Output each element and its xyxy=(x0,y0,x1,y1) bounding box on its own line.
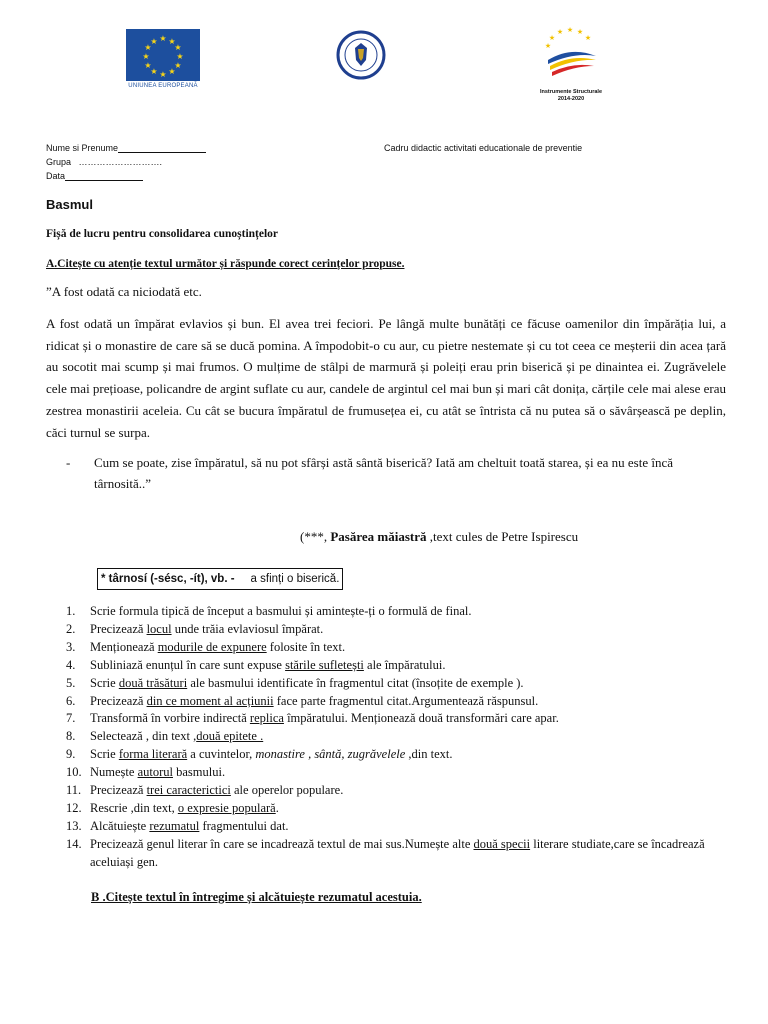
task-item xyxy=(66,657,736,675)
svg-text:★: ★ xyxy=(174,61,182,70)
task-number: 9. xyxy=(66,747,76,762)
task-text: Precizează xyxy=(90,621,147,636)
task-text: Numește xyxy=(90,765,138,780)
government-seal-icon xyxy=(336,30,386,80)
glossary-box xyxy=(97,568,343,590)
task-text: unde trăia evlaviosul împărat. xyxy=(171,621,324,636)
is-caption-line2: 2014-2020 xyxy=(557,96,585,102)
structural-instruments-icon xyxy=(526,26,616,84)
source-citation xyxy=(300,529,578,545)
task-item xyxy=(66,639,736,657)
task-text: Alcătuiește xyxy=(90,818,150,833)
svg-text:★: ★ xyxy=(168,37,176,46)
task-number: 5. xyxy=(66,675,76,690)
task-text: ale basmului identificate în fragmentul citat (însoțite de exemple ). xyxy=(187,675,524,690)
task-item xyxy=(66,764,736,782)
task-text: Precizează xyxy=(90,783,147,798)
task-text: face parte fragmentul citat.Argumentează răspunsul. xyxy=(273,693,539,708)
svg-text:★: ★ xyxy=(144,43,152,52)
task-text: Precizează xyxy=(90,693,147,708)
task-number: 3. xyxy=(66,639,76,654)
task-text: Scrie xyxy=(90,747,119,762)
task-keyword: două epitete . xyxy=(196,729,264,744)
task-text: ale operelor populare. xyxy=(230,783,344,798)
task-item xyxy=(66,603,736,621)
task-list xyxy=(66,603,736,872)
svg-text:★: ★ xyxy=(159,34,167,43)
task-number: 8. xyxy=(66,729,76,744)
task-keyword: modurile de expunere xyxy=(157,639,267,654)
task-number: 6. xyxy=(66,693,76,708)
task-text: ale împăratului. xyxy=(363,657,446,672)
task-item xyxy=(66,675,736,693)
task-item xyxy=(66,621,736,639)
task-text: Menționează xyxy=(90,639,158,654)
task-keyword: rezumatul xyxy=(149,818,200,833)
task-keyword: autorul xyxy=(137,765,173,780)
dialog-dash: - xyxy=(66,455,71,470)
name-blank-line[interactable] xyxy=(118,143,206,153)
task-text: folosite în text. xyxy=(266,639,346,654)
section-a-heading: A.Citește cu atenție textul următor și răspunde corect cerințelor propuse. xyxy=(46,258,405,270)
task-item xyxy=(66,800,736,818)
task-number: 14. xyxy=(66,836,82,851)
task-text: Precizează genul literar în care se incadrează textul de mai sus.Numește alte xyxy=(90,836,474,851)
task-text: Selectează , din text , xyxy=(90,729,197,744)
structural-instruments-logo xyxy=(526,26,616,106)
task-number: 2. xyxy=(66,621,76,636)
worksheet-subtitle: Fișă de lucru pentru consolidarea cunoștințelor xyxy=(46,228,279,240)
svg-text:★: ★ xyxy=(168,67,176,76)
svg-text:★: ★ xyxy=(142,52,150,61)
task-keyword: replica xyxy=(249,711,284,726)
name-label: Nume si Prenume xyxy=(46,143,119,153)
svg-text:★: ★ xyxy=(174,43,182,52)
task-text: Transformă în vorbire indirectă xyxy=(90,711,250,726)
task-item xyxy=(66,728,736,746)
page-title: Basmul xyxy=(46,197,93,212)
task-keyword: trei caracterictici xyxy=(146,783,231,798)
task-text: . xyxy=(275,800,279,815)
task-item xyxy=(66,782,736,800)
glossary-definition: a sfinți o biserică. xyxy=(250,573,340,585)
svg-text:★: ★ xyxy=(159,70,167,79)
task-item xyxy=(66,836,736,872)
source-prefix: (***, xyxy=(300,529,331,544)
group-label: Grupa xyxy=(46,157,72,167)
section-b-heading: B .Citește textul în întregime și alcătuiește rezumatul acestuia. xyxy=(91,890,422,904)
glossary-term: * târnosí (-sésc, -ít), vb. - xyxy=(101,573,235,585)
task-text: Scrie formula tipică de început a basmului și amintește-ți o formulă de final. xyxy=(90,604,472,618)
svg-text:★: ★ xyxy=(150,37,158,46)
svg-text:★: ★ xyxy=(176,52,184,61)
name-field xyxy=(46,143,206,153)
task-number: 10. xyxy=(66,765,82,780)
opening-formula: ”A fost odată ca niciodată etc. xyxy=(46,284,202,299)
group-field xyxy=(46,157,162,167)
task-text: Rescrie ,din text, xyxy=(90,800,178,815)
task-item xyxy=(66,818,736,836)
task-keyword: din ce moment al acțiunii xyxy=(146,693,274,708)
teacher-label: Cadru didactic activitati educationale de preventie xyxy=(384,143,583,153)
task-number: 13. xyxy=(66,818,82,833)
group-blank-dots[interactable]: ………………………. xyxy=(78,157,163,167)
task-keyword: două trăsături xyxy=(118,675,188,690)
task-text: literare studiate,care se încadrează aceluiași gen. xyxy=(90,836,705,869)
svg-text:★: ★ xyxy=(576,28,584,36)
svg-text:★: ★ xyxy=(150,67,158,76)
task-number: 11. xyxy=(66,783,82,798)
svg-text:★: ★ xyxy=(548,34,556,42)
task-text: a cuvintelor, xyxy=(187,747,256,762)
task-item xyxy=(66,746,736,764)
svg-text:★: ★ xyxy=(144,61,152,70)
task-number: 7. xyxy=(66,711,76,726)
task-text: basmului. xyxy=(172,765,226,780)
source-suffix: ,text cules de Petre Ispirescu xyxy=(426,529,579,544)
dialog-line xyxy=(66,452,726,494)
story-paragraph: A fost odată un împărat evlavios și bun. El avea trei feciori. Pe lângă multe bunătăți ce făcuse oamenilor din împărăția lui, a ridicat și o monastire de care să se ducă pomina. A împodobit-o cu aur, cu pietre nestemate și cu tot ceea ce meșterii din acea țară au socotit mai scump și mai frumos. O mulțime de stâlpi de marmură și poleiți erau prin biserică și pe dinaintea ei. Zugrăvelele cele mai prețioase, policandre de argint suflate cu aur, candele de argintul cel mai bun și mari cât donița, cărțile cele mai alese erau zestrea monastirii aceleia. Cu cât se bucura împăratul de frumusețea ei, cu atât se întrista că nu putea să o săvârșească pe deplin, căci turnul se surpa. xyxy=(46,316,726,440)
date-label: Data xyxy=(46,171,66,181)
task-text: fragmentului dat. xyxy=(199,818,289,833)
task-keyword: două specii xyxy=(473,836,531,851)
task-text: monastire , sântă, zugrăvelele xyxy=(255,747,406,762)
task-number: 12. xyxy=(66,800,82,815)
task-text: împăratului. Menționează două transformări care apar. xyxy=(283,711,559,726)
task-text: ,din text. xyxy=(405,747,453,762)
task-item xyxy=(66,693,736,711)
task-item xyxy=(66,710,736,728)
svg-text:★: ★ xyxy=(556,28,564,36)
svg-text:★: ★ xyxy=(566,26,574,34)
task-text: Scrie xyxy=(90,675,119,690)
task-text: Subliniază enunțul în care sunt expuse xyxy=(90,657,286,672)
date-field xyxy=(46,171,143,181)
task-number: 4. xyxy=(66,657,76,672)
eu-logo xyxy=(126,29,200,93)
task-keyword: stările sufletești xyxy=(285,657,364,672)
eu-caption: UNIUNEA EUROPEANĂ xyxy=(128,83,198,89)
date-blank-line[interactable] xyxy=(65,171,143,181)
svg-text:★: ★ xyxy=(584,34,592,42)
task-keyword: forma literară xyxy=(118,747,188,762)
is-caption-line1: Instrumente Structurale xyxy=(539,89,603,95)
dialog-text: Cum se poate, zise împăratul, să nu pot sfârși astă sântă biserică? Iată am cheltuit toată starea, și ea nu este încă târnosită..” xyxy=(94,455,674,491)
task-keyword: o expresie populară xyxy=(177,800,276,815)
svg-text:★: ★ xyxy=(544,42,552,50)
task-number: 1. xyxy=(66,604,76,618)
source-work-title: Pasărea măiastră xyxy=(330,529,427,544)
task-keyword: locul xyxy=(146,621,172,636)
eu-flag-icon xyxy=(126,29,200,81)
